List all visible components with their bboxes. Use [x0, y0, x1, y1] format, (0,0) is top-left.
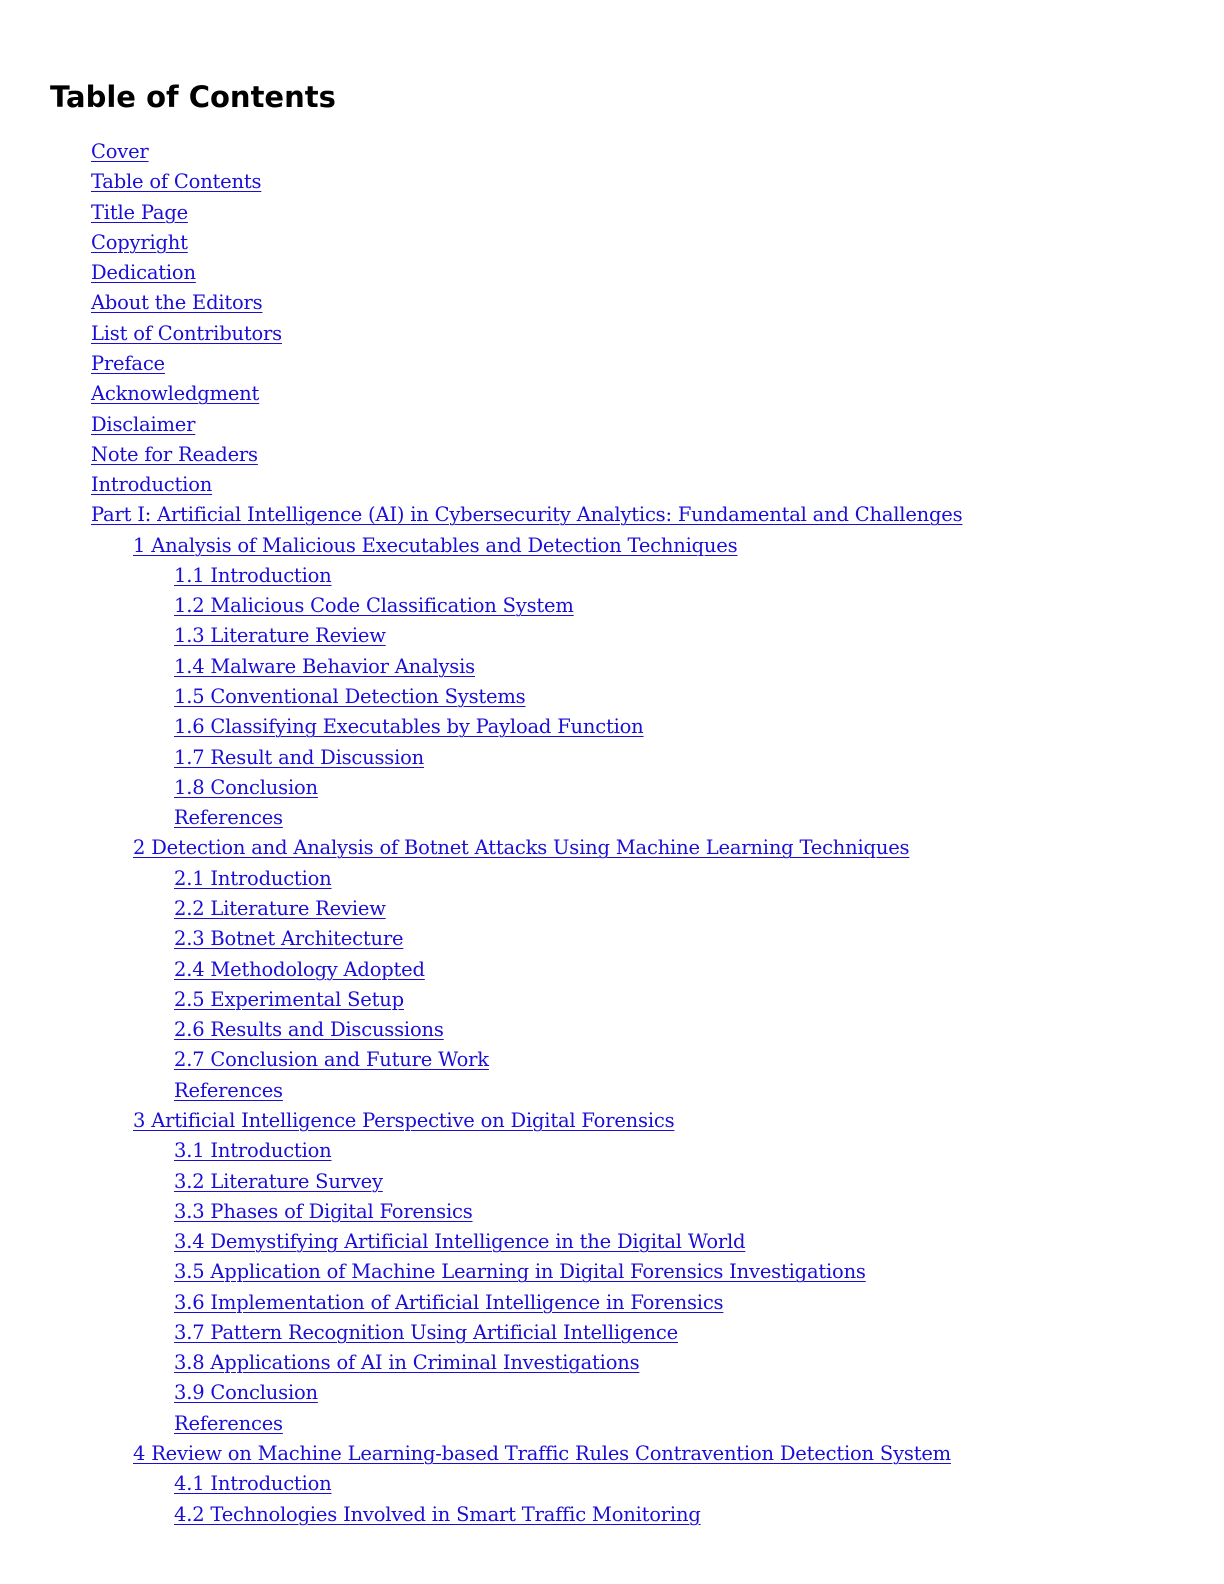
- toc-entry: [174, 1170, 383, 1194]
- toc-link[interactable]: 2.3 Botnet Architecture: [174, 927, 404, 951]
- toc-entry: [174, 1503, 701, 1527]
- toc-entry: [91, 443, 258, 467]
- toc-entry: [174, 1412, 283, 1436]
- toc-link[interactable]: 2.5 Experimental Setup: [174, 987, 404, 1011]
- toc-entry: [174, 867, 332, 891]
- toc-link[interactable]: 1.2 Malicious Code Classification System: [174, 594, 574, 618]
- toc-entry: [91, 261, 196, 285]
- toc-link[interactable]: References: [174, 1411, 283, 1435]
- toc-entry: [174, 685, 525, 709]
- toc-entry: [91, 413, 195, 437]
- toc-link[interactable]: 3.4 Demystifying Artificial Intelligence in the Digital World: [174, 1230, 746, 1254]
- toc-entry: [174, 1200, 473, 1224]
- toc-link[interactable]: References: [174, 806, 283, 830]
- toc-entry: [174, 1321, 678, 1345]
- toc-link[interactable]: 3 Artificial Intelligence Perspective on Digital Forensics: [133, 1108, 675, 1132]
- page-title: Table of Contents: [50, 80, 336, 114]
- toc-link[interactable]: 1.5 Conventional Detection Systems: [174, 685, 526, 709]
- toc-entry: [91, 503, 962, 527]
- toc-entry: [174, 1018, 444, 1042]
- toc-entry: [133, 534, 737, 558]
- toc-link[interactable]: 3.2 Literature Survey: [174, 1169, 383, 1193]
- toc-link[interactable]: Part I: Artificial Intelligence (AI) in Cybersecurity Analytics: Fundamental and Challenges: [91, 503, 963, 527]
- toc-entry: [91, 170, 261, 194]
- toc-link[interactable]: Note for Readers: [91, 442, 258, 466]
- toc-entry: [91, 140, 149, 164]
- toc-link[interactable]: About the Editors: [91, 291, 263, 315]
- toc-link[interactable]: 1 Analysis of Malicious Executables and Detection Techniques: [133, 533, 738, 557]
- toc-entry: [174, 776, 318, 800]
- toc-entry: [174, 1260, 866, 1284]
- toc-link[interactable]: 3.1 Introduction: [174, 1139, 332, 1163]
- toc-link[interactable]: 3.5 Application of Machine Learning in Digital Forensics Investigations: [174, 1260, 866, 1284]
- toc-entry: [174, 927, 403, 951]
- toc-link[interactable]: 1.4 Malware Behavior Analysis: [174, 654, 475, 678]
- toc-link[interactable]: 1.3 Literature Review: [174, 624, 386, 648]
- toc-entry: [91, 231, 188, 255]
- toc-entry: [174, 1381, 318, 1405]
- toc-link[interactable]: 3.6 Implementation of Artificial Intelligence in Forensics: [174, 1290, 724, 1314]
- toc-link[interactable]: 4.1 Introduction: [174, 1472, 332, 1496]
- toc-link[interactable]: References: [174, 1078, 283, 1102]
- toc-entry: [174, 594, 574, 618]
- toc-link[interactable]: Copyright: [91, 230, 188, 254]
- toc-entry: [174, 988, 404, 1012]
- toc-entry: [174, 1139, 332, 1163]
- toc-link[interactable]: 3.7 Pattern Recognition Using Artificial Intelligence: [174, 1320, 678, 1344]
- toc-entry: [174, 806, 283, 830]
- toc-entry: [174, 715, 644, 739]
- toc-link[interactable]: 3.9 Conclusion: [174, 1381, 318, 1405]
- toc-entry: [133, 1442, 951, 1466]
- toc-entry: [174, 1230, 745, 1254]
- toc-link[interactable]: 3.8 Applications of AI in Criminal Investigations: [174, 1351, 640, 1375]
- toc-entry: [174, 746, 424, 770]
- toc-entry: [91, 473, 212, 497]
- toc-entry: [174, 1048, 489, 1072]
- toc-entry: [174, 958, 425, 982]
- toc-link[interactable]: 4.2 Technologies Involved in Smart Traffic Monitoring: [174, 1502, 701, 1526]
- toc-link[interactable]: Title Page: [91, 200, 188, 224]
- toc-link[interactable]: Acknowledgment: [91, 382, 260, 406]
- toc-link[interactable]: 2.2 Literature Review: [174, 897, 386, 920]
- toc-entry: [133, 836, 909, 860]
- toc-link[interactable]: 2.4 Methodology Adopted: [174, 957, 425, 981]
- toc-link[interactable]: 4 Review on Machine Learning-based Traffic Rules Contravention Detection System: [133, 1442, 951, 1466]
- toc-link[interactable]: Cover: [91, 140, 149, 163]
- toc-link[interactable]: Table of Contents: [91, 170, 262, 194]
- toc-entry: [91, 322, 282, 346]
- toc-link[interactable]: 2.7 Conclusion and Future Work: [174, 1048, 489, 1072]
- toc-link[interactable]: 2 Detection and Analysis of Botnet Attacks Using Machine Learning Techniques: [133, 836, 910, 860]
- toc-entry: [174, 564, 332, 588]
- toc-link[interactable]: 1.1 Introduction: [174, 563, 332, 587]
- toc-link[interactable]: Introduction: [91, 473, 213, 497]
- toc-link[interactable]: Preface: [91, 351, 165, 375]
- toc-link[interactable]: List of Contributors: [91, 321, 282, 345]
- toc-link[interactable]: Dedication: [91, 261, 196, 285]
- toc-link[interactable]: 2.6 Results and Discussions: [174, 1018, 444, 1042]
- toc-entry: [91, 291, 263, 315]
- toc-link[interactable]: 1.6 Classifying Executables by Payload Function: [174, 715, 644, 739]
- toc-entry: [91, 382, 259, 406]
- toc-entry: [91, 352, 165, 376]
- toc-entry: [174, 1291, 723, 1315]
- toc-entry: [174, 1079, 283, 1103]
- toc-entry: [133, 1109, 674, 1133]
- toc-entry: [91, 201, 188, 225]
- toc-entry: [174, 655, 475, 679]
- toc-entry: [174, 1472, 332, 1496]
- toc-link[interactable]: 1.7 Result and Discussion: [174, 745, 425, 769]
- toc-entry: [174, 897, 386, 921]
- toc-link[interactable]: Disclaimer: [91, 412, 196, 436]
- toc-link[interactable]: 3.3 Phases of Digital Forensics: [174, 1199, 473, 1223]
- toc-link[interactable]: 2.1 Introduction: [174, 866, 332, 890]
- toc-entry: [174, 624, 386, 648]
- toc-link[interactable]: 1.8 Conclusion: [174, 775, 318, 799]
- toc-entry: [174, 1351, 639, 1375]
